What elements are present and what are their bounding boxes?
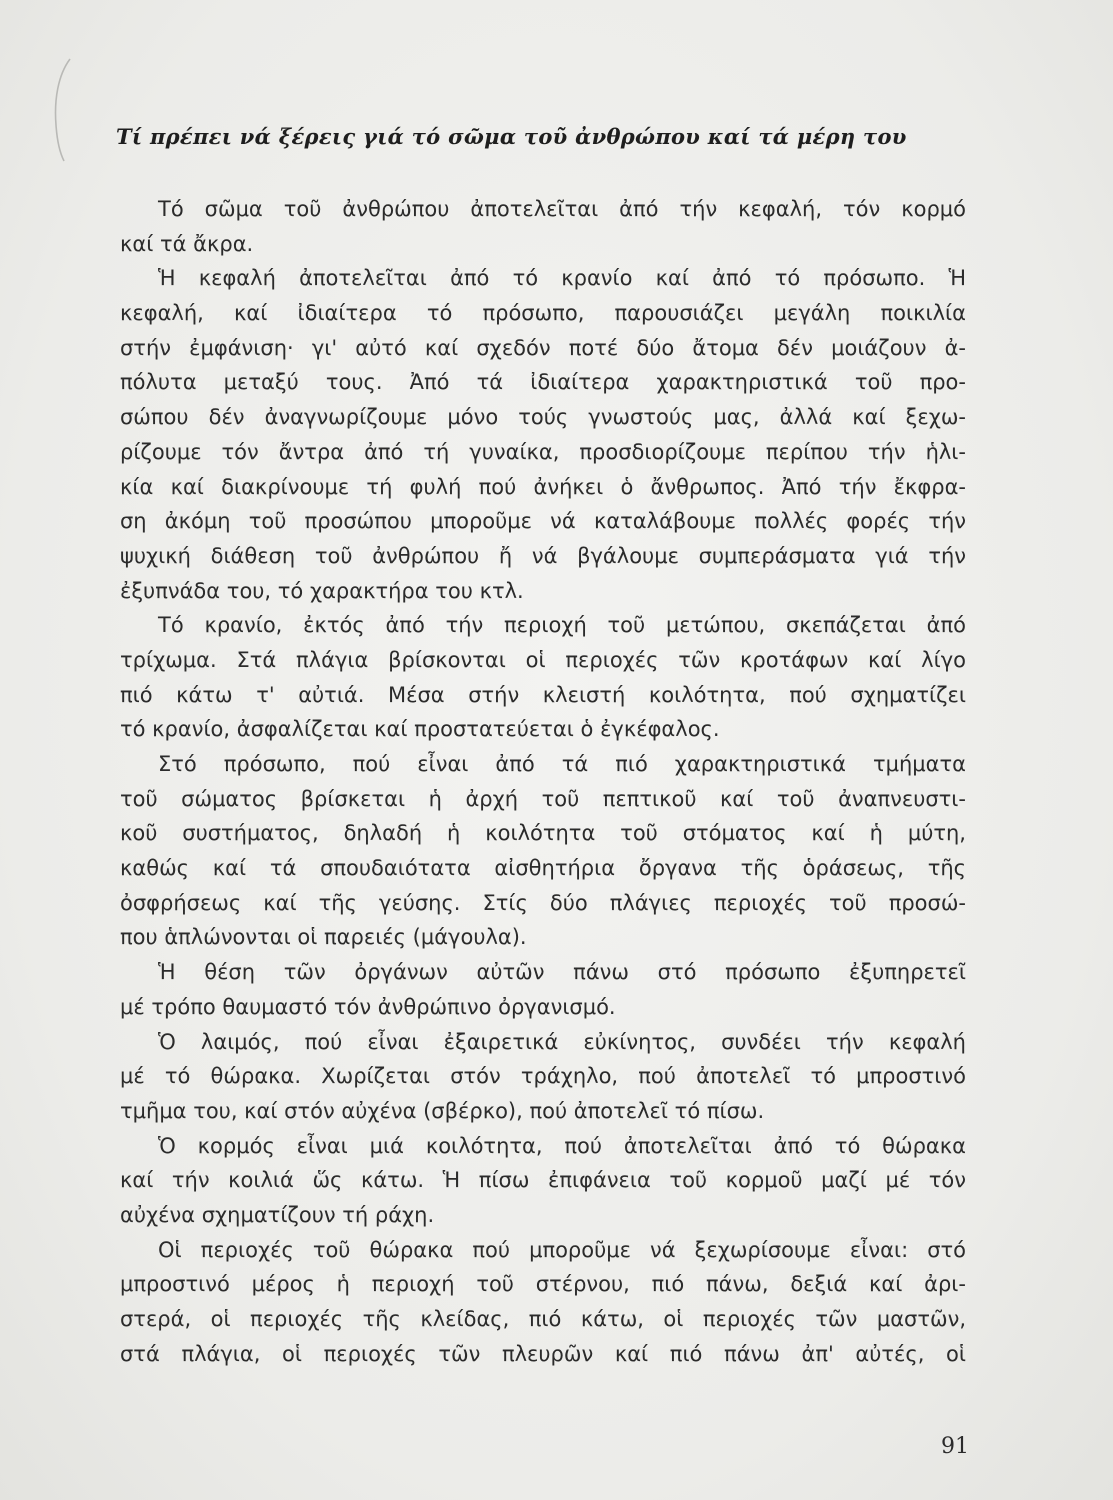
text-line: Οἱ περιοχές τοῦ θώρακα πού μποροῦμε νά ξεχωρίσουμε εἶναι: στό — [158, 1237, 966, 1262]
text-line: Ὁ λαιμός, πού εἶναι ἐξαιρετικά εὐκίνητος, συνδέει τήν κεφαλή — [158, 1029, 966, 1054]
text-line: μπροστινό μέρος ἡ περιοχή τοῦ στέρνου, πιό πάνω, δεξιά καί ἀρι- — [120, 1272, 966, 1297]
text-line: στά πλάγια, οἱ περιοχές τῶν πλευρῶν καί πιό πάνω ἀπ' αὐτές, οἱ — [120, 1341, 966, 1366]
text-line: μέ τό θώρακα. Χωρίζεται στόν τράχηλο, πού ἀποτελεῖ τό μπροστινό — [120, 1064, 966, 1089]
text-line: καί τά ἄκρα. — [120, 231, 254, 256]
text-line: κεφαλή, καί ἰδιαίτερα τό πρόσωπο, παρουσιάζει μεγάλη ποικιλία — [120, 301, 966, 326]
text-line: στερά, οἱ περιοχές τῆς κλείδας, πιό κάτω, οἱ περιοχές τῶν μαστῶν, — [120, 1307, 966, 1331]
text-line: τρίχωμα. Στά πλάγια βρίσκονται οἱ περιοχές τῶν κροτάφων καί λίγο — [120, 647, 966, 672]
text-line: τοῦ σώματος βρίσκεται ἡ ἀρχή τοῦ πεπτικοῦ καί τοῦ ἀναπνευστι- — [120, 786, 966, 811]
pencil-margin-mark — [40, 55, 80, 165]
text-line: πόλυτα μεταξύ τους. Ἀπό τά ἰδιαίτερα χαρακτηριστικά τοῦ προ- — [120, 370, 966, 395]
text-line: στήν ἐμφάνιση· γι' αὐτό καί σχεδόν ποτέ δύο ἄτομα δέν μοιάζουν ἀ- — [120, 335, 966, 360]
text-line: Ἡ κεφαλή ἀποτελεῖται ἀπό τό κρανίο καί ἀπό τό πρόσωπο. Ἡ — [158, 266, 966, 291]
text-line: ἐξυπνάδα του, τό χαρακτήρα του κτλ. — [120, 578, 524, 603]
section-heading: Τί πρέπει νά ξέρεις γιά τό σῶμα τοῦ ἀνθρώπου καί τά μέρη του — [116, 124, 907, 149]
text-line: καί τήν κοιλιά ὥς κάτω. Ἡ πίσω ἐπιφάνεια τοῦ κορμοῦ μαζί μέ τόν — [120, 1168, 966, 1193]
text-line: Τό κρανίο, ἐκτός ἀπό τήν περιοχή τοῦ μετώπου, σκεπάζεται ἀπό — [158, 613, 966, 638]
text-line: κοῦ συστήματος, δηλαδή ἡ κοιλότητα τοῦ στόματος καί ἡ μύτη, — [120, 821, 966, 846]
text-line: αὐχένα σχηματίζουν τή ράχη. — [120, 1202, 435, 1227]
text-line: πιό κάτω τ' αὐτιά. Μέσα στήν κλειστή κοιλότητα, πού σχηματίζει — [120, 682, 966, 707]
text-line: Στό πρόσωπο, πού εἶναι ἀπό τά πιό χαρακτηριστικά τμήματα — [158, 752, 966, 776]
text-line: ση ἀκόμη τοῦ προσώπου μποροῦμε νά καταλάβουμε πολλές φορές τήν — [120, 509, 966, 534]
text-line: που ἁπλώνονται οἱ παρειές (μάγουλα). — [120, 925, 527, 950]
text-line: τό κρανίο, ἀσφαλίζεται καί προστατεύεται ὁ ἐγκέφαλος. — [120, 717, 720, 742]
text-line: τμῆμα του, καί στόν αὐχένα (σβέρκο), πού ἀποτελεῖ τό πίσω. — [120, 1098, 765, 1123]
body-text — [120, 192, 966, 1371]
text-line: ὀσφρήσεως καί τῆς γεύσης. Στίς δύο πλάγιες περιοχές τοῦ προσώ- — [120, 890, 966, 915]
text-line: ρίζουμε τόν ἄντρα ἀπό τή γυναίκα, προσδιορίζουμε περίπου τήν ἡλι- — [120, 439, 966, 464]
text-line: καθώς καί τά σπουδαιότατα αἰσθητήρια ὄργανα τῆς ὁράσεως, τῆς — [120, 856, 966, 881]
text-line: σώπου δέν ἀναγνωρίζουμε μόνο τούς γνωστούς μας, ἀλλά καί ξεχω- — [120, 405, 966, 430]
text-line: Τό σῶμα τοῦ ἀνθρώπου ἀποτελεῖται ἀπό τήν κεφαλή, τόν κορμό — [158, 197, 966, 221]
text-line: μέ τρόπο θαυμαστό τόν ἀνθρώπινο ὀργανισμό. — [120, 994, 616, 1019]
page-number: 91 — [941, 1434, 969, 1459]
text-line: ψυχική διάθεση τοῦ ἀνθρώπου ἤ νά βγάλουμε συμπεράσματα γιά τήν — [120, 543, 966, 568]
text-line: κία καί διακρίνουμε τή φυλή πού ἀνήκει ὁ ἄνθρωπος. Ἀπό τήν ἔκφρα- — [120, 474, 966, 499]
text-line: Ἡ θέση τῶν ὀργάνων αὐτῶν πάνω στό πρόσωπο ἐξυπηρετεῖ — [158, 960, 966, 985]
text-line: Ὁ κορμός εἶναι μιά κοιλότητα, πού ἀποτελεῖται ἀπό τό θώρακα — [158, 1133, 966, 1158]
